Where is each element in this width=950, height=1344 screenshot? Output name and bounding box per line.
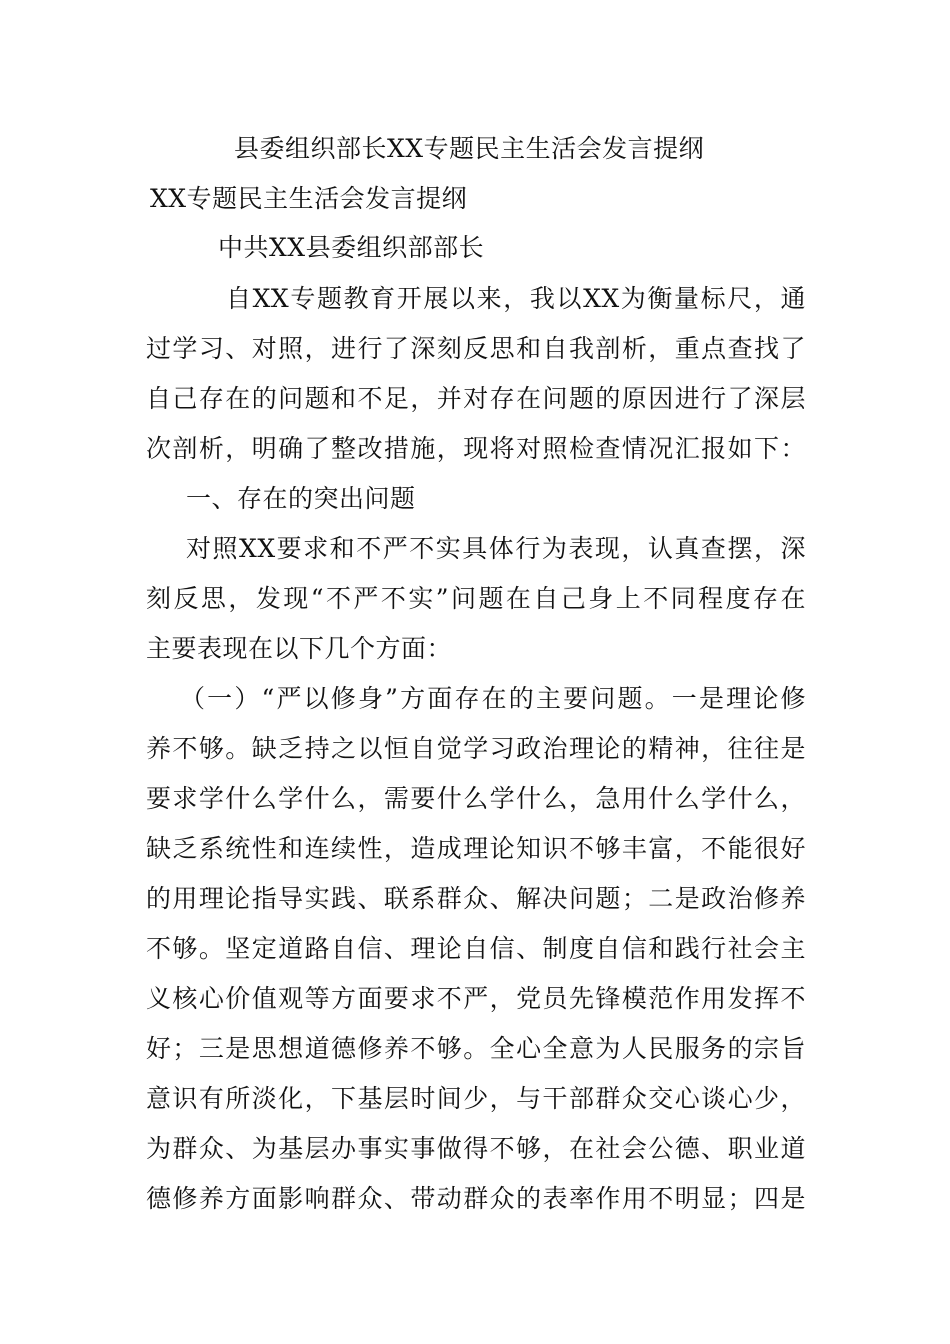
paragraph-line: 为群众、为基层办事实事做得不够，在社会公德、职业道 [146,1134,806,1163]
paragraph-line: 好；三是思想道德修养不够。全心全意为人民服务的宗旨 [146,1034,806,1063]
paragraph-line: （一）“严以修身”方面存在的主要问题。一是理论修 [180,684,806,713]
paragraph-line: 主要表现在以下几个方面： [146,634,453,663]
document-author: 中共XX县委组织部部长 [218,233,485,262]
paragraph-line: 的用理论指导实践、联系群众、解决问题；二是政治修养 [146,884,806,913]
paragraph-line: 过学习、对照，进行了深刻反思和自我剖析，重点查找了 [146,334,806,363]
paragraph-line: 缺乏系统性和连续性，造成理论知识不够丰富，不能很好 [146,834,806,863]
document-subtitle: XX专题民主生活会发言提纲 [150,184,468,213]
paragraph-line: 养不够。缺乏持之以恒自觉学习政治理论的精神，往往是 [146,734,806,763]
paragraph-line: 要求学什么学什么，需要什么学什么，急用什么学什么， [146,784,806,813]
paragraph-line: 德修养方面影响群众、带动群众的表率作用不明显；四是 [146,1184,806,1213]
paragraph-line: 对照XX要求和不严不实具体行为表现，认真查摆，深 [186,534,806,563]
paragraph-line: 意识有所淡化，下基层时间少，与干部群众交心谈心少， [146,1084,806,1113]
document-title: 县委组织部长XX专题民主生活会发言提纲 [234,134,705,163]
paragraph-line: 自XX专题教育开展以来，我以XX为衡量标尺，通 [226,284,806,313]
paragraph-line: 刻反思，发现“不严不实”问题在自己身上不同程度存在 [146,584,806,613]
section-heading: 一、存在的突出问题 [186,484,416,513]
paragraph-line: 自己存在的问题和不足，并对存在问题的原因进行了深层 [146,384,806,413]
paragraph-line: 次剖析，明确了整改措施，现将对照检查情况汇报如下： [146,434,806,463]
paragraph-line: 不够。坚定道路自信、理论自信、制度自信和践行社会主 [146,934,806,963]
paragraph-line: 义核心价值观等方面要求不严，党员先锋模范作用发挥不 [146,984,806,1013]
